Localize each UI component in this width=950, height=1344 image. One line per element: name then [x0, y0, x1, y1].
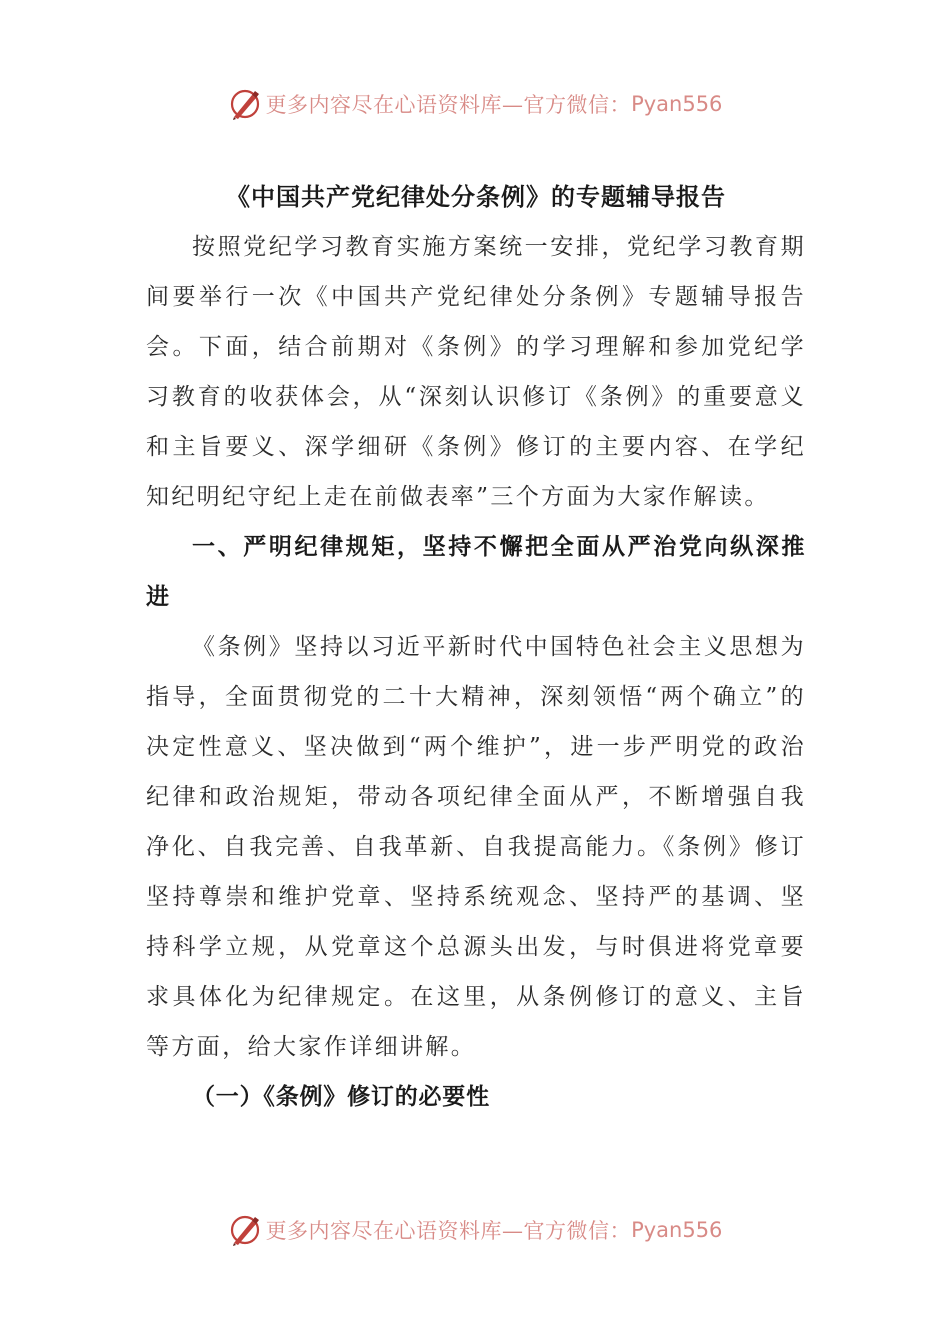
footer-watermark	[0, 1210, 950, 1250]
section-1-heading: 一、严明纪律规矩，坚持不懈把全面从严治党向纵深推进	[146, 533, 806, 610]
section-1-paragraph: 《条例》坚持以习近平新时代中国特色社会主义思想为指导，全面贯彻党的二十大精神，深刻领悟“两个确立”的决定性意义、坚决做到“两个维护”，进一步严明党的政治纪律和政治规矩，带动各项纪律全面从严，不断增强自我净化、自我完善、自我革新、自我提高能力。《条例》修订坚持尊崇和维护党章、坚持系统观念、坚持严的基调、坚持科学立规，从党章这个总源头出发，与时俱进将党章要求具体化为纪律规定。在这里，从条例修订的意义、主旨等方面，给大家作详细讲解。	[146, 634, 806, 1060]
watermark-text: 更多内容尽在心语资料库—官方微信：	[265, 1219, 632, 1243]
watermark-text: 更多内容尽在心语资料库—官方微信：	[265, 93, 632, 117]
header-watermark	[0, 84, 950, 124]
watermark-wechat-id: Pyan556	[631, 1218, 723, 1242]
document-title: 《中国共产党纪律处分条例》的专题辅导报告	[226, 182, 726, 211]
intro-paragraph: 按照党纪学习教育实施方案统一安排，党纪学习教育期间要举行一次《中国共产党纪律处分条例》专题辅导报告会。下面，结合前期对《条例》的学习理解和参加党纪学习教育的收获体会，从“深刻认识修订《条例》的重要意义和主旨要义、深学细研《条例》修订的主要内容、在学纪知纪明纪守纪上走在前做表率”三个方面为大家作解读。	[146, 234, 806, 510]
watermark-wechat-id: Pyan556	[631, 92, 723, 116]
document-body	[146, 172, 806, 1122]
section-1-subheading: （一）《条例》修订的必要性	[192, 1083, 490, 1110]
pen-logo-icon	[228, 1213, 262, 1247]
pen-logo-icon	[228, 87, 262, 121]
